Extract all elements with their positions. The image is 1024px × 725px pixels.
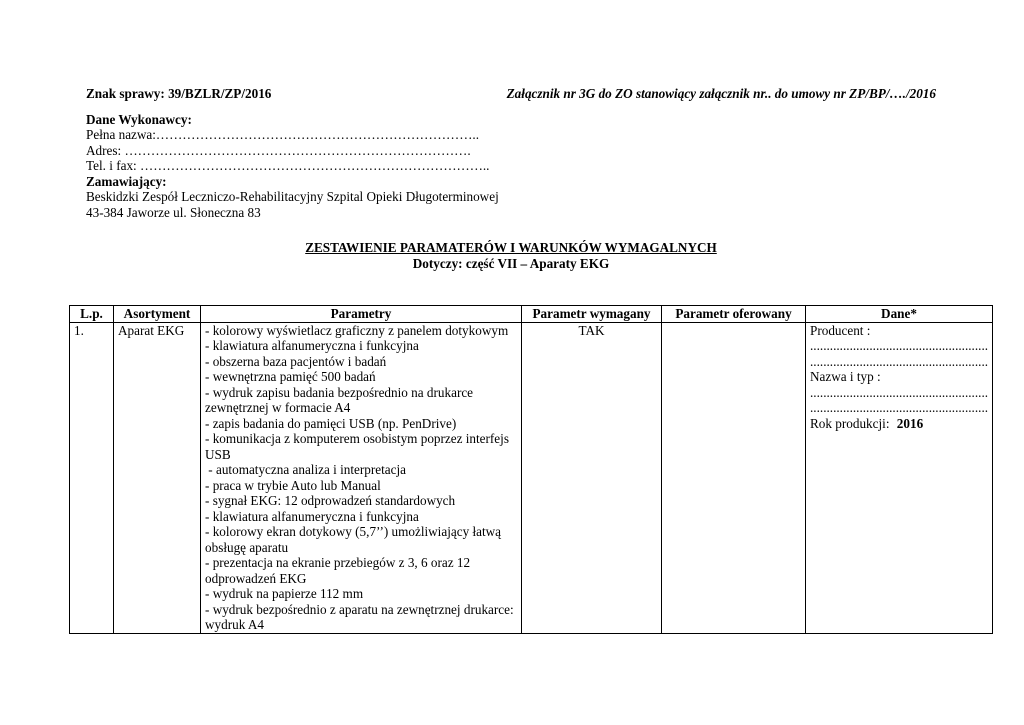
- row-parameters: [201, 322, 522, 633]
- production-year-label: Rok produkcji:: [810, 415, 890, 431]
- row-offered-field[interactable]: [662, 322, 806, 633]
- row-lp: 1.: [70, 322, 114, 633]
- parameter-line: - kolorowy wyświetlacz graficzny z panelem dotykowym: [205, 322, 509, 338]
- name-type-field[interactable]: ......................................................: [810, 384, 988, 400]
- parameters-table: [69, 305, 993, 634]
- annex-reference: Załącznik nr 3G do ZO stanowiący załącznik nr.. do umowy nr ZP/BP/…./2016: [506, 86, 936, 101]
- parameter-line: - wewnętrzna pamięć 500 badań: [205, 369, 376, 384]
- document-subtitle: Dotyczy: część VII – Aparaty EKG: [412, 255, 610, 271]
- production-year: [810, 416, 988, 432]
- name-type-field-continued[interactable]: ......................................................: [810, 400, 988, 415]
- production-year-value: 2016: [896, 415, 924, 431]
- parameter-line: - kolorowy ekran dotykowy (5,7’’) umożliwiający łatwą obsługę aparatu: [205, 524, 502, 555]
- header-lp: L.p.: [70, 306, 114, 323]
- contractor-phone-field: Tel. i fax: ……………………………………………………………………..: [86, 158, 490, 173]
- parameter-line: - automatyczna analiza i interpretacja: [205, 462, 406, 477]
- header-data: Dane*: [806, 306, 993, 323]
- contractor-heading: Dane Wykonawcy:: [86, 111, 192, 127]
- document-title: ZESTAWIENIE PARAMATERÓW I WARUNKÓW WYMAGALNYCH: [305, 240, 717, 255]
- header-parameters: Parametry: [201, 306, 522, 323]
- purchaser-name: Beskidzki Zespół Leczniczo-Rehabilitacyjny Szpital Opieki Długoterminowej: [86, 189, 499, 204]
- purchaser-address: 43-384 Jaworze ul. Słoneczna 83: [86, 204, 261, 220]
- parameter-line: - klawiatura alfanumeryczna i funkcyjna: [205, 508, 419, 524]
- row-required: TAK: [522, 322, 662, 633]
- producer-field[interactable]: ......................................................: [810, 338, 988, 353]
- document-page: [86, 86, 936, 271]
- table-header-row: [70, 306, 993, 323]
- row-item: Aparat EKG: [114, 322, 201, 633]
- producer-label: Producent :: [810, 322, 871, 338]
- header-offered: Parametr oferowany: [662, 306, 806, 323]
- contractor-address-field: Adres: …………………………………………………………………….: [86, 142, 471, 158]
- purchaser-heading: Zamawiający:: [86, 173, 167, 189]
- parameter-line: - sygnał EKG: 12 odprowadzeń standardowych: [205, 493, 456, 508]
- parameter-line: - praca w trybie Auto lub Manual: [205, 477, 381, 493]
- header-item: Asortyment: [114, 306, 201, 323]
- row-data: [806, 322, 993, 633]
- contractor-section: [86, 112, 936, 221]
- parameter-line: - prezentacja na ekranie przebiegów z 3, 6 oraz 12 odprowadzeń EKG: [205, 555, 471, 586]
- header-required: Parametr wymagany: [522, 306, 662, 323]
- parameter-line: - klawiatura alfanumeryczna i funkcyjna: [205, 338, 419, 353]
- table-row: [70, 322, 993, 633]
- contractor-full-name-field: Pełna nazwa:………………………………………………………………..: [86, 127, 480, 142]
- name-type-label: Nazwa i typ :: [810, 369, 881, 384]
- parameter-line: - komunikacja z komputerem osobistym poprzez interfejs USB: [205, 431, 509, 462]
- parameter-line: - wydruk zapisu badania bezpośrednio na drukarce zewnętrznej w formacie A4: [205, 384, 474, 415]
- parameter-line: - obszerna baza pacjentów i badań: [205, 353, 387, 369]
- producer-field-continued[interactable]: ......................................................: [810, 353, 988, 369]
- parameter-line: - wydruk na papierze 112 mm: [205, 586, 364, 601]
- document-header: [86, 86, 936, 102]
- parameter-line: - zapis badania do pamięci USB (np. PenDrive): [205, 415, 457, 431]
- case-number: Znak sprawy: 39/BZLR/ZP/2016: [86, 86, 272, 101]
- parameter-line: - wydruk bezpośrednio z aparatu na zewnętrznej drukarce: wydruk A4: [205, 601, 514, 632]
